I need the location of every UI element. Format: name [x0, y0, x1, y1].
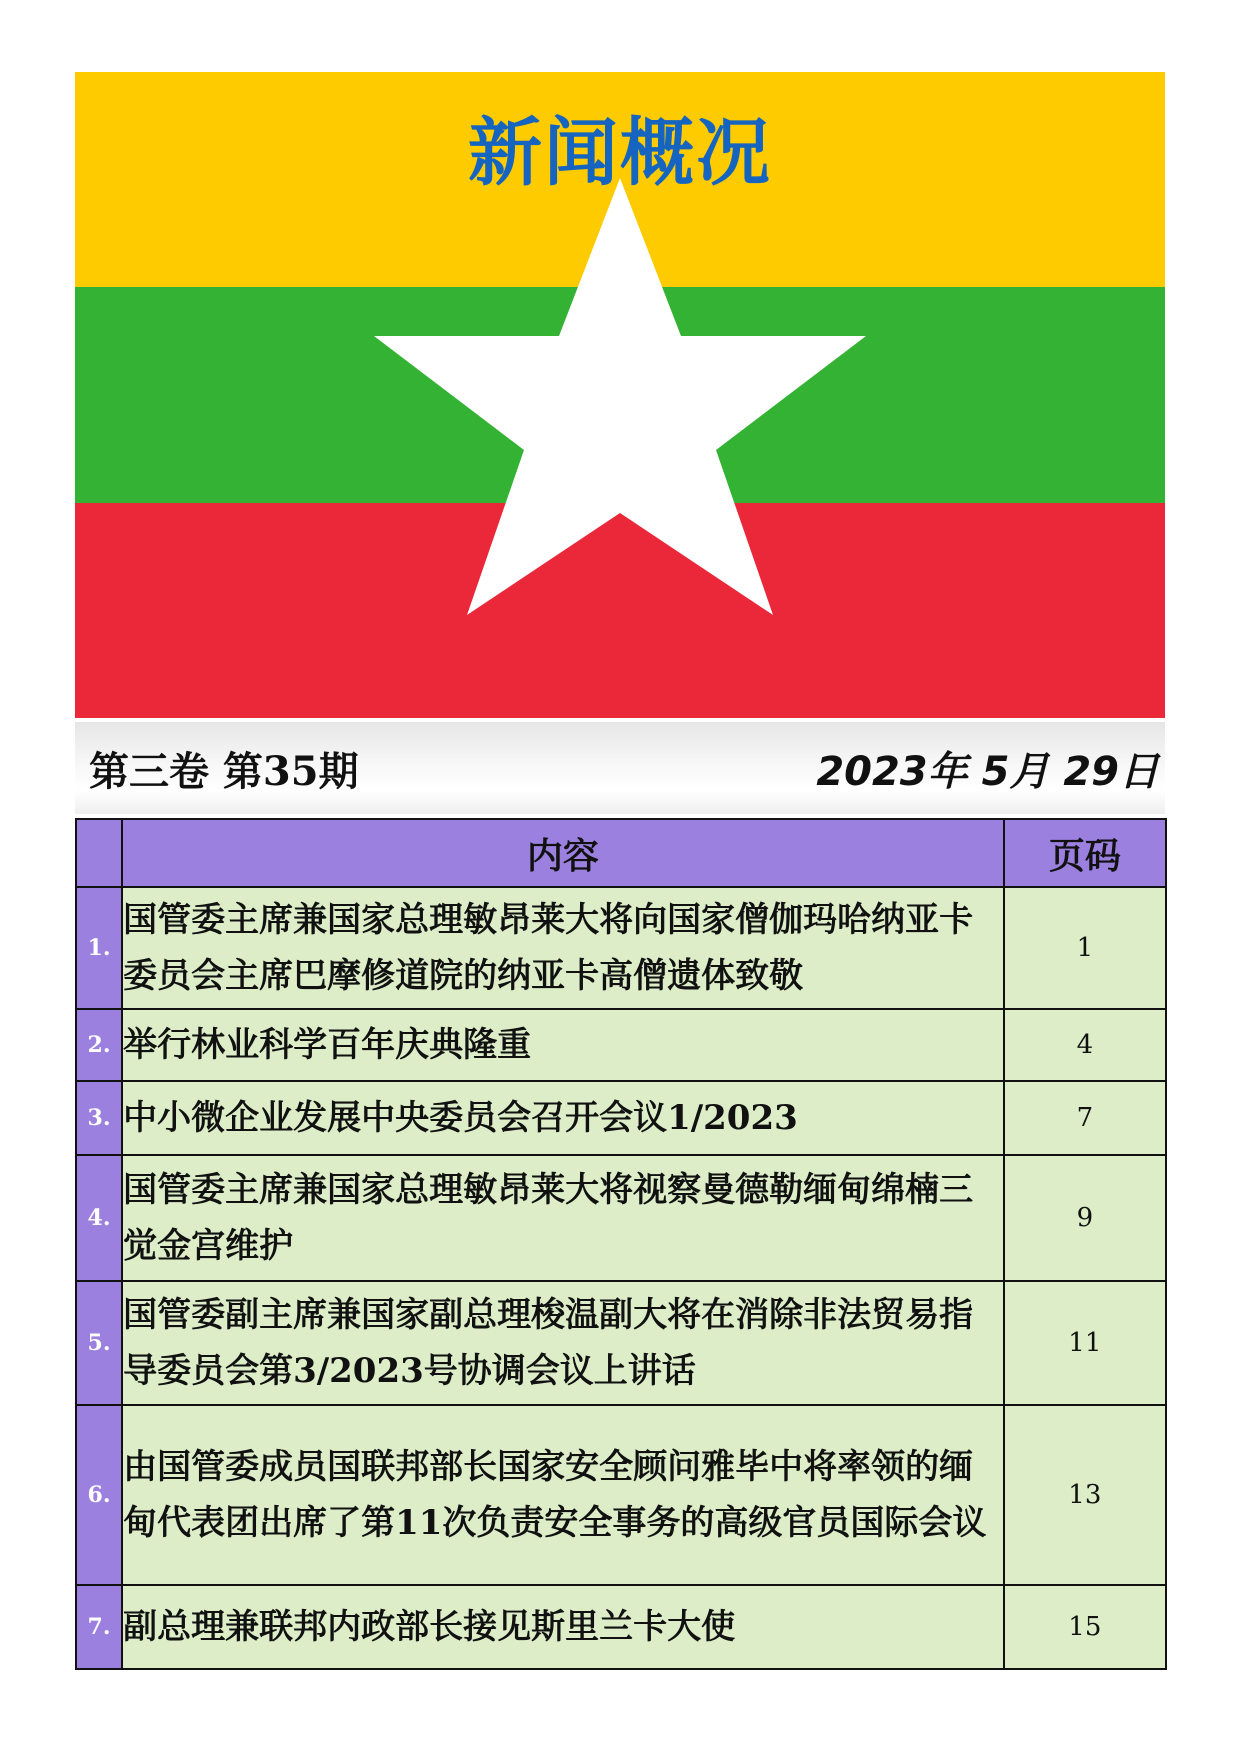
- toc-row-title[interactable]: 由国管委成员国联邦部长国家安全顾问雅毕中将率领的缅甸代表团出席了第11次负责安全事务的高级官员国际会议: [122, 1405, 1004, 1585]
- toc-header-page: 页码: [1004, 819, 1166, 887]
- toc-row-page: 9: [1004, 1155, 1166, 1281]
- toc-row-title[interactable]: 副总理兼联邦内政部长接见斯里兰卡大使: [122, 1585, 1004, 1669]
- toc-row[interactable]: [76, 1081, 1166, 1155]
- myanmar-flag: [75, 72, 1165, 718]
- toc-row[interactable]: [76, 1405, 1166, 1585]
- toc-row[interactable]: [76, 1155, 1166, 1281]
- toc-row[interactable]: [76, 1009, 1166, 1081]
- toc-row-number: 5.: [76, 1281, 122, 1405]
- page-title: 新闻概况: [468, 110, 772, 196]
- toc-header-row: [76, 819, 1166, 887]
- toc-row[interactable]: [76, 887, 1166, 1009]
- toc-row-number: 3.: [76, 1081, 122, 1155]
- star-icon: [79, 829, 119, 869]
- toc-row-page: 4: [1004, 1009, 1166, 1081]
- toc-row-title[interactable]: 中小微企业发展中央委员会召开会议1/2023: [122, 1081, 1004, 1155]
- table-of-contents: [75, 818, 1167, 1670]
- toc-row-number: 6.: [76, 1405, 122, 1585]
- issue-date: 2023年 5月 29日: [816, 749, 1159, 795]
- toc-row-number: 4.: [76, 1155, 122, 1281]
- issue-bar: [75, 722, 1165, 814]
- toc-row[interactable]: [76, 1281, 1166, 1405]
- toc-row-title[interactable]: 举行林业科学百年庆典隆重: [122, 1009, 1004, 1081]
- toc-row-number: 7.: [76, 1585, 122, 1669]
- toc-row[interactable]: [76, 1585, 1166, 1669]
- toc-row-page: 15: [1004, 1585, 1166, 1669]
- toc-row-page: 1: [1004, 887, 1166, 1009]
- toc-row-number: 1.: [76, 887, 122, 1009]
- toc-header-content: 内容: [122, 819, 1004, 887]
- toc-row-title[interactable]: 国管委主席兼国家总理敏昂莱大将视察曼德勒缅甸绵楠三觉金宫维护: [122, 1155, 1004, 1281]
- toc-row-page: 7: [1004, 1081, 1166, 1155]
- toc-header-star: [76, 819, 122, 887]
- toc-row-page: 11: [1004, 1281, 1166, 1405]
- toc-row-title[interactable]: 国管委主席兼国家总理敏昂莱大将向国家僧伽玛哈纳亚卡委员会主席巴摩修道院的纳亚卡高僧遗体致敬: [122, 887, 1004, 1009]
- volume-issue: 第三卷 第35期: [89, 748, 359, 795]
- toc-row-title[interactable]: 国管委副主席兼国家副总理梭温副大将在消除非法贸易指导委员会第3/2023号协调会议上讲话: [122, 1281, 1004, 1405]
- toc-row-page: 13: [1004, 1405, 1166, 1585]
- toc-row-number: 2.: [76, 1009, 122, 1081]
